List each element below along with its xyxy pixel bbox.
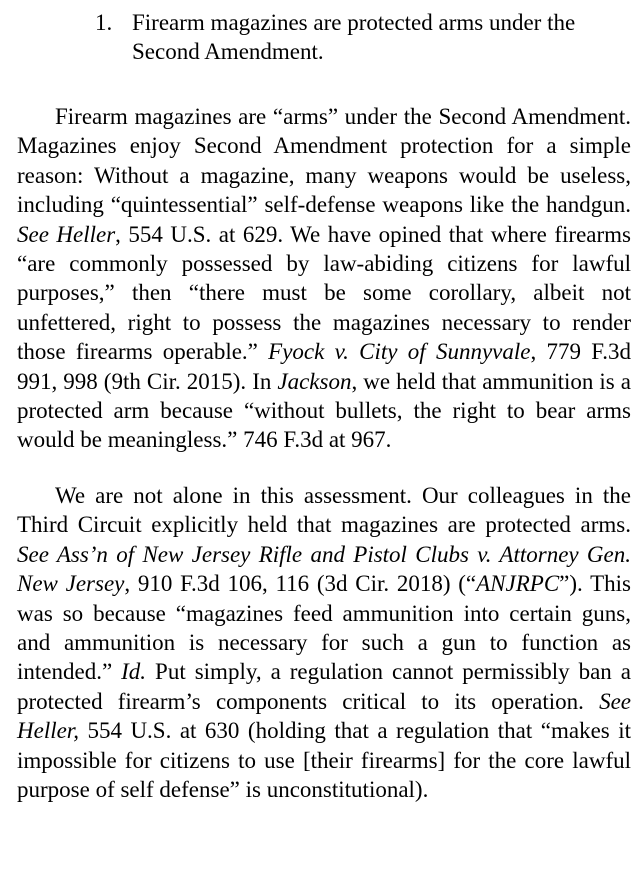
paragraph-run: We are not alone in this assessment. Our colleagues in the Third Circuit explicitly held that magazines are protected arms. — [17, 482, 631, 538]
citation-run: See Ass’n of New Jersey Rifle and Pistol Clubs v. Attorney Gen. New Jersey — [17, 541, 631, 597]
paragraph-run: , 910 F.3d 106, 116 (3d Cir. 2018) (“ — [124, 571, 477, 597]
paragraph-run: Firearm magazines are “arms” under the Second Amendment. Magazines enjoy Second Amendment protection for a simple reason: Without a magazine, many weapons would be useless, including “quintessential” self-defense weapons like the handgun. — [17, 104, 631, 218]
citation-run: Id. — [121, 659, 147, 685]
document-page — [17, 8, 631, 804]
citation-run: Jackson — [277, 368, 352, 394]
citation-run: ANJRPC — [476, 571, 560, 597]
paragraph-1 — [17, 102, 631, 455]
heading-number: 1. — [95, 10, 113, 35]
paragraph-run: ”). This was so because “magazines feed ammunition into certain guns, and ammunition is necessary for such a gun to function as intended.” — [17, 571, 631, 685]
section-heading — [95, 8, 631, 66]
paragraph-run: 554 U.S. at 630 (holding that a regulation that “makes it impossible for citizens to use [their firearms] for the core lawful purpose of self defense” is unconstitutional). — [17, 718, 631, 802]
paragraph-run: Put simply, a regulation cannot permissibly ban a protected firearm’s components critical to its operation. — [17, 659, 631, 714]
paragraph-run: , we held that ammunition is a protected arm because “without bullets, the right to bear arms would be meaningless.” 746 F.3d at 967. — [17, 368, 631, 453]
paragraph-2 — [17, 481, 631, 804]
heading-text: Firearm magazines are protected arms under the Second Amendment. — [132, 10, 576, 64]
citation-run: See Heller, — [17, 688, 631, 744]
citation-run: See Heller — [17, 221, 116, 247]
citation-run: Fyock v. City of Sunnyvale — [268, 339, 531, 365]
paragraph-run: , 779 F.3d 991, 998 (9th Cir. 2015). In — [17, 339, 632, 394]
paragraph-run: , 554 U.S. at 629. We have opined that where firearms “are commonly possessed by law-abiding citizens for lawful purposes,” then “there must be some corollary, albeit not unfettered, right to possess the magazines necessary to render those firearms operable.” — [17, 221, 631, 365]
